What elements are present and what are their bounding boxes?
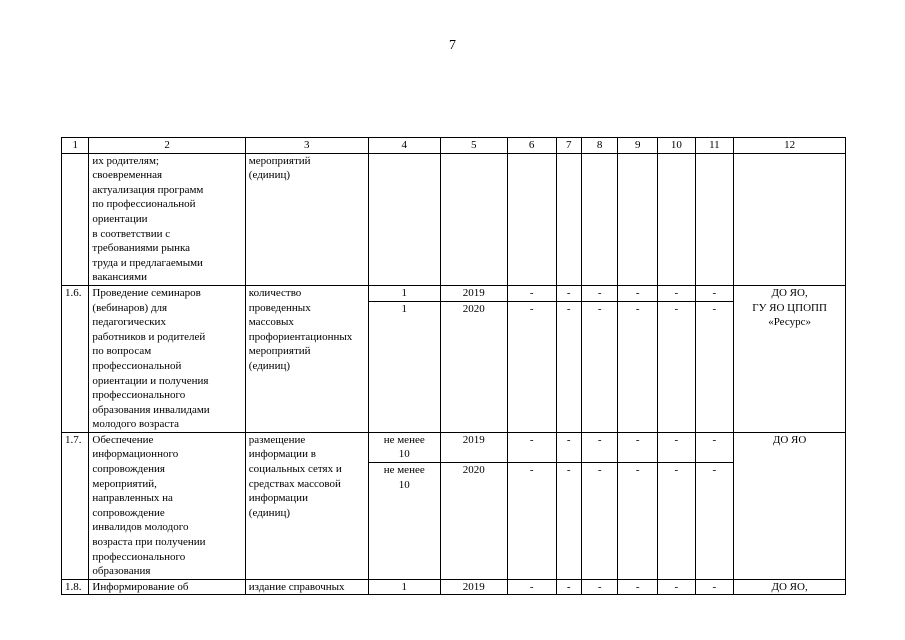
dash: - (696, 286, 734, 302)
dash: - (557, 286, 581, 302)
dash: - (582, 286, 618, 302)
description-cell: Проведение семинаров (вебинаров) для педагогических работников и родителей по вопросам профессиональной ориентации и получения профессионального образования инвалидами молодого возраста (89, 285, 245, 432)
indicator-cell: размещение информации в социальных сетях и средствах массовой информации (единиц) (245, 432, 368, 579)
dash: - (618, 433, 657, 463)
year-2019: 2019 (441, 286, 507, 302)
dash-cell (618, 432, 658, 579)
dash: - (566, 302, 571, 315)
row-number-cell (62, 153, 89, 285)
executor-cell: ДО ЯО (734, 432, 846, 579)
dash-cell (658, 285, 696, 432)
column-header: 2 (89, 138, 245, 154)
year-cell (440, 432, 507, 579)
empty-cell (440, 153, 507, 285)
dash: - (597, 302, 602, 315)
empty-cell (658, 153, 696, 285)
dash: - (597, 464, 602, 477)
dash: - (712, 464, 717, 477)
empty-cell (556, 153, 581, 285)
dash: - (635, 464, 640, 477)
executor-cell: ДО ЯО, (734, 579, 846, 595)
table-row-1-6 (62, 285, 846, 432)
table-row-1-8 (62, 579, 846, 595)
dash-cell: - (658, 579, 696, 595)
column-header: 8 (581, 138, 618, 154)
column-header: 1 (62, 138, 89, 154)
column-header: 11 (695, 138, 734, 154)
dash: - (566, 464, 571, 477)
dash-cell (507, 432, 556, 579)
value-2020: 1 (401, 302, 407, 315)
column-header: 7 (556, 138, 581, 154)
dash: - (674, 302, 679, 315)
row-number-cell: 1.7. (62, 432, 89, 579)
executor-cell: ДО ЯО, ГУ ЯО ЦПОПП «Ресурс» (734, 285, 846, 432)
empty-cell (618, 153, 658, 285)
year-2019: 2019 (441, 433, 507, 463)
dash: - (508, 433, 556, 463)
value-2019: 1 (369, 286, 440, 302)
indicator-cell: издание справочных (245, 579, 368, 595)
dash: - (529, 464, 534, 477)
row-number-cell: 1.8. (62, 579, 89, 595)
dash-cell: - (556, 579, 581, 595)
page-number: 7 (449, 38, 456, 53)
dash-cell (658, 432, 696, 579)
year-2020: 2020 (462, 302, 485, 315)
column-header: 4 (368, 138, 440, 154)
description-cell: Обеспечение информационного сопровождения мероприятий, направленных на сопровождение инвалидов молодого возраста при получении профессионального образования (89, 432, 245, 579)
row-number-cell: 1.6. (62, 285, 89, 432)
value-2019: не менее 10 (369, 433, 440, 463)
dash: - (674, 464, 679, 477)
indicator-cell: количество проведенных массовых профориентационных мероприятий (единиц) (245, 285, 368, 432)
dash-cell (507, 285, 556, 432)
table-row-1-7 (62, 432, 846, 579)
column-header: 3 (245, 138, 368, 154)
year-2020: 2020 (462, 464, 485, 477)
dash: - (508, 286, 556, 302)
value-cell (368, 432, 440, 579)
dash-cell: - (618, 579, 658, 595)
column-header: 10 (658, 138, 696, 154)
table-row-continuation (62, 153, 846, 285)
dash: - (696, 433, 734, 463)
dash-cell: - (695, 579, 734, 595)
value-2020: не менее 10 (383, 464, 425, 491)
description-cell: Информирование об (89, 579, 245, 595)
dash: - (712, 302, 717, 315)
dash: - (635, 302, 640, 315)
empty-cell (695, 153, 734, 285)
empty-cell (581, 153, 618, 285)
dash: - (529, 302, 534, 315)
dash-cell (581, 432, 618, 579)
column-header: 6 (507, 138, 556, 154)
dash-cell (695, 432, 734, 579)
description-cell: их родителям; своевременная актуализация программ по профессиональной ориентации в соответствии с требованиями рынка труда и предлагаемыми вакансиями (89, 153, 245, 285)
empty-cell (368, 153, 440, 285)
dash-cell: - (581, 579, 618, 595)
dash-cell: - (507, 579, 556, 595)
dash: - (618, 286, 657, 302)
value-cell: 1 (368, 579, 440, 595)
indicator-cell: мероприятий (единиц) (245, 153, 368, 285)
empty-cell (734, 153, 846, 285)
dash-cell (618, 285, 658, 432)
dash: - (658, 433, 695, 463)
year-cell: 2019 (440, 579, 507, 595)
dash: - (658, 286, 695, 302)
column-header: 9 (618, 138, 658, 154)
dash-cell (556, 285, 581, 432)
dash-cell (581, 285, 618, 432)
column-header: 5 (440, 138, 507, 154)
measures-table (61, 137, 846, 595)
dash-cell (556, 432, 581, 579)
dash: - (557, 433, 581, 463)
year-cell (440, 285, 507, 432)
table-header-row (62, 138, 846, 154)
dash: - (582, 433, 618, 463)
value-cell (368, 285, 440, 432)
dash-cell (695, 285, 734, 432)
column-header: 12 (734, 138, 846, 154)
empty-cell (507, 153, 556, 285)
